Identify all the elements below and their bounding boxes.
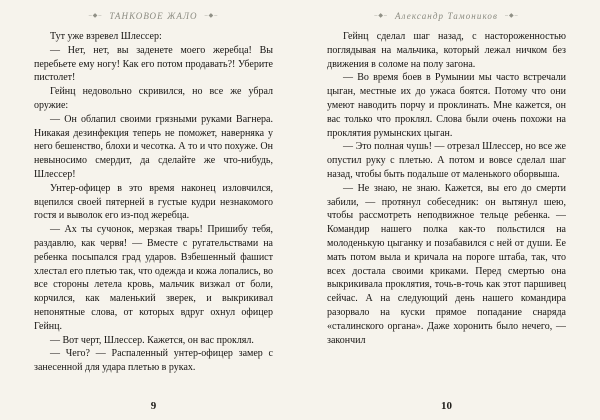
header-ornament-icon: –◆– — [505, 12, 519, 19]
header-ornament-icon: –◆– — [88, 12, 103, 19]
page-text-right — [327, 30, 566, 397]
paragraph: — Нет, нет, вы заденете моего жеребца! Вы перебьете ему ногу! Как его потом продавать?! Уберите пистолет! — [34, 44, 273, 84]
page-left[interactable] — [34, 8, 273, 412]
paragraph: — Ах ты сучонок, мерзкая тварь! Пришибу тебя, раздавлю, как червя! — Вместе с ругательствами на ребенка посыпался град ударов. Взбешенный фашист хлестал его плетью так, что одежда и кожа лопались, во все стороны летела кровь, мальчик визжал от боли, корчился, как маленький зверек, и выкрикивал непонятные слова, от которых вдруг охнул офицер Гейнц. — [34, 224, 273, 332]
page-number-left: 9 — [150, 400, 157, 412]
paragraph: Тут уже взревел Шлессер: — [50, 31, 162, 42]
paragraph: Гейнц недовольно скривился, но все же убрал оружие: — [34, 86, 273, 111]
header-ornament-icon: –◆– — [204, 12, 219, 19]
paragraph: — Чего? — Распаленный унтер-офицер замер с занесенной для удара плетью в руках. — [34, 348, 273, 374]
running-header-left — [34, 8, 273, 24]
paragraph: — Вот черт, Шлессер. Кажется, он вас проклял. — [50, 334, 254, 346]
paragraph: Гейнц сделал шаг назад, с настороженностью поглядывая на мальчика, который лежал ничком без движения в соломе на полу загона. — [327, 31, 566, 70]
paragraph: — Во время боев в Румынии мы часто встречали цыган, местные их до ужаса боятся. Потому что они умеют наводить порчу и проклинать. Мне кажется, он вас только что проклял. Слова были очень похожи на проклятия румынских цыган. — [327, 72, 566, 139]
paragraph: Унтер-офицер в это время наконец изловчился, вцепился своей пятерней в густые кудри незнакомого гостя и выволок его из-под жеребца. — [34, 182, 273, 222]
paragraph: — Это полная чушь! — отрезал Шлессер, но все же опустил руку с плетью. А потом и вовсе сделал шаг назад, чтобы быть подальше от маленького оборвыша. — [327, 141, 566, 180]
page-right[interactable] — [327, 8, 566, 412]
page-text-left — [34, 30, 273, 397]
running-header-title: ТАНКОВОЕ ЖАЛО — [109, 11, 198, 21]
running-header-title: Александр Тамоников — [394, 11, 499, 21]
page-number-right: 10 — [441, 400, 452, 412]
header-ornament-icon: –◆– — [374, 12, 388, 19]
paragraph: — Он облапил своими грязными руками Вагнера. Никакая дезинфекция теперь не поможет, наверняка у него бешенство, блохи и чесотка. А то и что похуже. Он невыносимо смердит, да сделайте же что-нибудь, Шлессер! — [34, 113, 273, 180]
running-header-right — [327, 8, 566, 24]
paragraph: — Не знаю, не знаю. Кажется, вы его до смерти забили, — протянул собеседник: он вытянул шею, чтобы рассмотреть неподвижное тельце ребенка. — Командир нашего полка как-то польстился на молоденькую цыганку и позабавился с ней от души. Ее мать потом выла и кричала на пороге штаба, так, что всех достала своими криками. Перед смертью она выкрикивала проклятия, точь-в-точь как этот паршивец сейчас. А на следующий день нашего командира разорвало на куски прямое попадание снаряда «сталинского органа». Даже хоронить было нечего, — закончил — [327, 182, 566, 346]
